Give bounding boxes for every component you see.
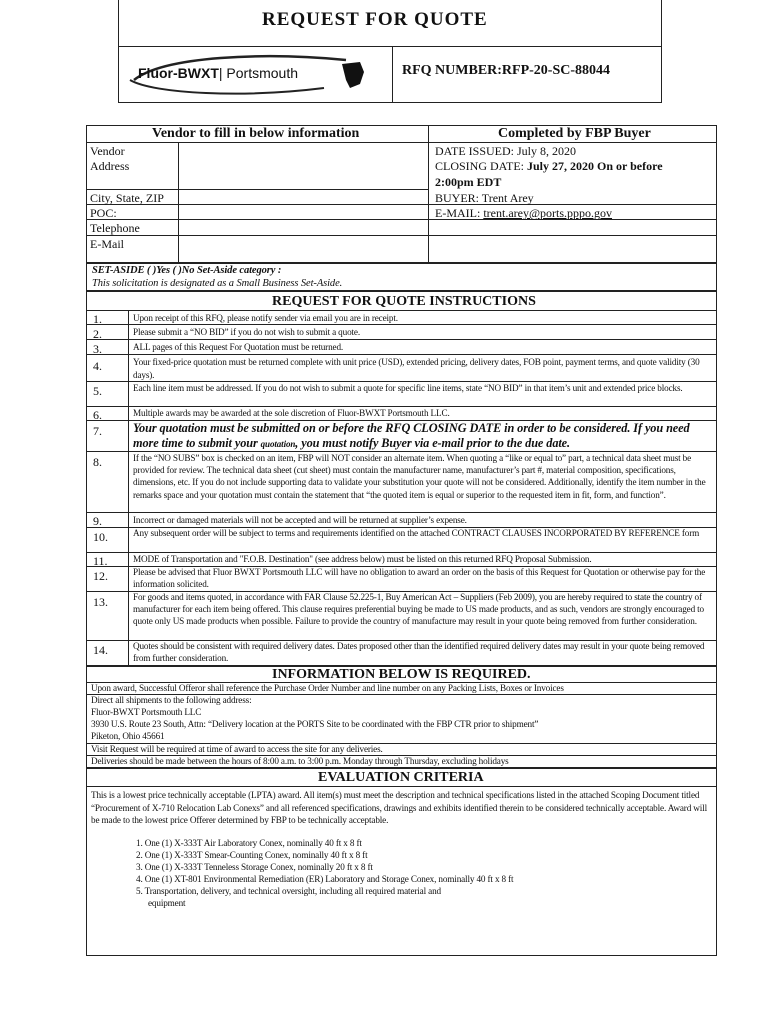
instruction-number: 8. [93, 455, 102, 469]
buyer-email: E-MAIL: trent.arey@ports.pppo.gov [435, 206, 613, 220]
closing-date: CLOSING DATE: July 27, 2020 On or before [435, 159, 663, 173]
telephone-input[interactable] [180, 220, 426, 234]
instruction-text: Any subsequent order will be subject to terms and requirements identified on the attached CONTRACT CLAUSES INCORPORATED BY REFERENCE form [133, 528, 700, 538]
buyer-email-link[interactable]: trent.arey@ports.pppo.gov [483, 206, 613, 220]
instruction-number: 12. [93, 569, 108, 583]
evaluation-item: 2. One (1) X-333T Smear-Counting Conex, nominally 40 ft x 8 ft [136, 850, 368, 860]
address-input[interactable] [180, 158, 426, 188]
instruction-text: Your fixed-price quotation must be returned complete with unit price (USD), extended pricing, delivery dates, FOB point, payment terms, and quote validity (30 days). [133, 357, 700, 380]
instruction-text: Upon receipt of this RFQ, please notify sender via email you are in receipt. [133, 313, 398, 323]
instruction-number: 13. [93, 595, 108, 609]
email-label: E-Mail [90, 237, 124, 251]
evaluation-item: 3. One (1) X-333T Tenneless Storage Conex, nominally 20 ft x 8 ft [136, 862, 373, 872]
instruction-number: 9. [93, 514, 102, 528]
instruction-text: For goods and items quoted, in accordance with FAR Clause 52.225-1, Buy American Act – Suppliers (Feb 2009), you are hereby required to state the country of manufacturer for each item being offered. This clause requires preferential buying be made to US made products, and as such, vendors are strongly encouraged to quote only US made products when possible. Failure to provide the country of manufacture may result in your quote being removed from further consideration. [133, 592, 705, 626]
shipping-company: Fluor-BWXT Portsmouth LLC [91, 707, 202, 717]
telephone-label: Telephone [90, 221, 140, 235]
shipping-city: Piketon, Ohio 45661 [91, 731, 165, 741]
shipping-street: 3930 U.S. Route 23 South, Attn: “Delivery location at the PORTS Site to be coordinated with the FBP CTR prior to shipment” [91, 719, 539, 729]
poc-label: POC: [90, 206, 117, 220]
instruction-text: Each line item must be addressed. If you do not wish to submit a quote for specific line items, state “NO BID” in that item’s unit and extended price blocks. [133, 383, 683, 393]
evaluation-paragraph: This is a lowest price technically acceptable (LPTA) award. All item(s) must meet the description and technical specifications listed in the attached Scoping Document titled “Procurement of X-710 Relocation Lab Conexs” and all referenced specifications, drawings and exhibits identified therein to be considered technically acceptable. Award will be made to the lowest price Offerer determined by FBP to be technically acceptable. [91, 790, 707, 825]
document-title: REQUEST FOR QUOTE [262, 9, 488, 30]
instruction-number: 1. [93, 312, 102, 326]
closing-time: 2:00pm EDT [435, 175, 502, 189]
ohio-state-icon [342, 62, 364, 88]
address-label: Address [90, 159, 130, 173]
logo-company-name: Fluor-BWXT [138, 65, 219, 81]
instruction-text: Please submit a “NO BID” if you do not wish to submit a quote. [133, 327, 360, 337]
buyer-name: BUYER: Trent Arey [435, 191, 534, 205]
instruction-text: Multiple awards may be awarded at the sole discretion of Fluor-BWXT Portsmouth LLC. [133, 408, 450, 418]
instruction-number: 6. [93, 408, 102, 422]
instruction-number: 14. [93, 643, 108, 657]
evaluation-item-continued: equipment [148, 898, 186, 908]
vendor-section-header: Vendor to fill in below information [152, 126, 360, 141]
evaluation-heading: EVALUATION CRITERIA [318, 770, 484, 785]
rfq-number: RFQ NUMBER:RFP-20-SC-88044 [402, 63, 611, 78]
visit-request-line: Visit Request will be required at time of award to access the site for any deliveries. [91, 744, 383, 754]
set-aside-line: SET-ASIDE ( )Yes ( )No Set-Aside category : [92, 265, 282, 276]
instruction-number: 4. [93, 359, 102, 373]
delivery-hours-line: Deliveries should be made between the hours of 8:00 a.m. to 3:00 p.m. Monday through Thursday, excluding holidays [91, 756, 509, 766]
instruction-number: 5. [93, 384, 102, 398]
instruction-text: Quotes should be consistent with required delivery dates. Dates proposed other than the identified required delivery dates may result in your quote being removed from further consideration. [133, 641, 705, 663]
company-logo: Fluor-BWXT| Portsmouth [124, 50, 386, 98]
evaluation-item: 4. One (1) XT-801 Environmental Remediation (ER) Laboratory and Storage Conex, nominally 40 ft x 8 ft [136, 874, 514, 884]
evaluation-item: 5. Transportation, delivery, and technical oversight, including all required material and [136, 886, 441, 896]
instruction-number: 10. [93, 530, 108, 544]
logo-site-name: Portsmouth [226, 65, 298, 81]
date-issued: DATE ISSUED: July 8, 2020 [435, 144, 577, 158]
shipping-instruction: Direct all shipments to the following address: [91, 695, 252, 705]
city-state-zip-label: City, State, ZIP [90, 191, 164, 205]
instruction-text: Incorrect or damaged materials will not be accepted and will be returned at supplier’s expense. [133, 515, 467, 525]
evaluation-item: 1. One (1) X-333T Air Laboratory Conex, nominally 40 ft x 8 ft [136, 838, 362, 848]
instruction-number: 3. [93, 342, 102, 356]
info-required-heading: INFORMATION BELOW IS REQUIRED. [272, 667, 531, 682]
instruction-text: If the “NO SUBS” box is checked on an item, FBP will NOT consider an alternate item. When quoting a “like or equal to” part, a technical data sheet must be provided for review. The technical data sheet (cut sheet) must contain the manufacturer name, manufacturer’s part #, material composition, specifications, dimensions, etc. If you do not include supporting data to validate your substitution your quote will not be considered. Additionally, identify the item number in the remarks space and your quotation must contain the statement that “the quoted item is equal or superior to the requested item in fit, form, and function”. [133, 453, 706, 500]
instruction-text-closing-warning: Your quotation must be submitted on or before the RFQ CLOSING DATE in order to be considered. If you need more time to submit your quotation, you must notify Buyer via e-mail prior to the due date. [133, 421, 690, 450]
instruction-number: 7. [93, 424, 102, 438]
email-input[interactable] [180, 236, 426, 262]
instruction-number: 11. [93, 554, 108, 568]
instructions-heading: REQUEST FOR QUOTE INSTRUCTIONS [272, 294, 536, 309]
poc-input[interactable] [180, 205, 426, 218]
instruction-text: Please be advised that Fluor BWXT Portsmouth LLC will have no obligation to award an order on the basis of this Request for Quotation or otherwise pay for the information solicited. [133, 567, 706, 589]
vendor-label: Vendor [90, 144, 125, 158]
vendor-input[interactable] [180, 143, 426, 157]
set-aside-note: This solicitation is designated as a Small Business Set-Aside. [92, 278, 343, 289]
award-reference-line: Upon award, Successful Offeror shall reference the Purchase Order Number and line number on any Packing Lists, Boxes or Invoices [91, 683, 564, 693]
buyer-section-header: Completed by FBP Buyer [498, 126, 651, 141]
instruction-text: ALL pages of this Request For Quotation must be returned. [133, 342, 344, 352]
instruction-number: 2. [93, 327, 102, 341]
instruction-text: MODE of Transportation and "F.O.B. Destination" (see address below) must be listed on this returned RFQ Proposal Submission. [133, 554, 592, 564]
city-state-zip-input[interactable] [180, 190, 426, 203]
